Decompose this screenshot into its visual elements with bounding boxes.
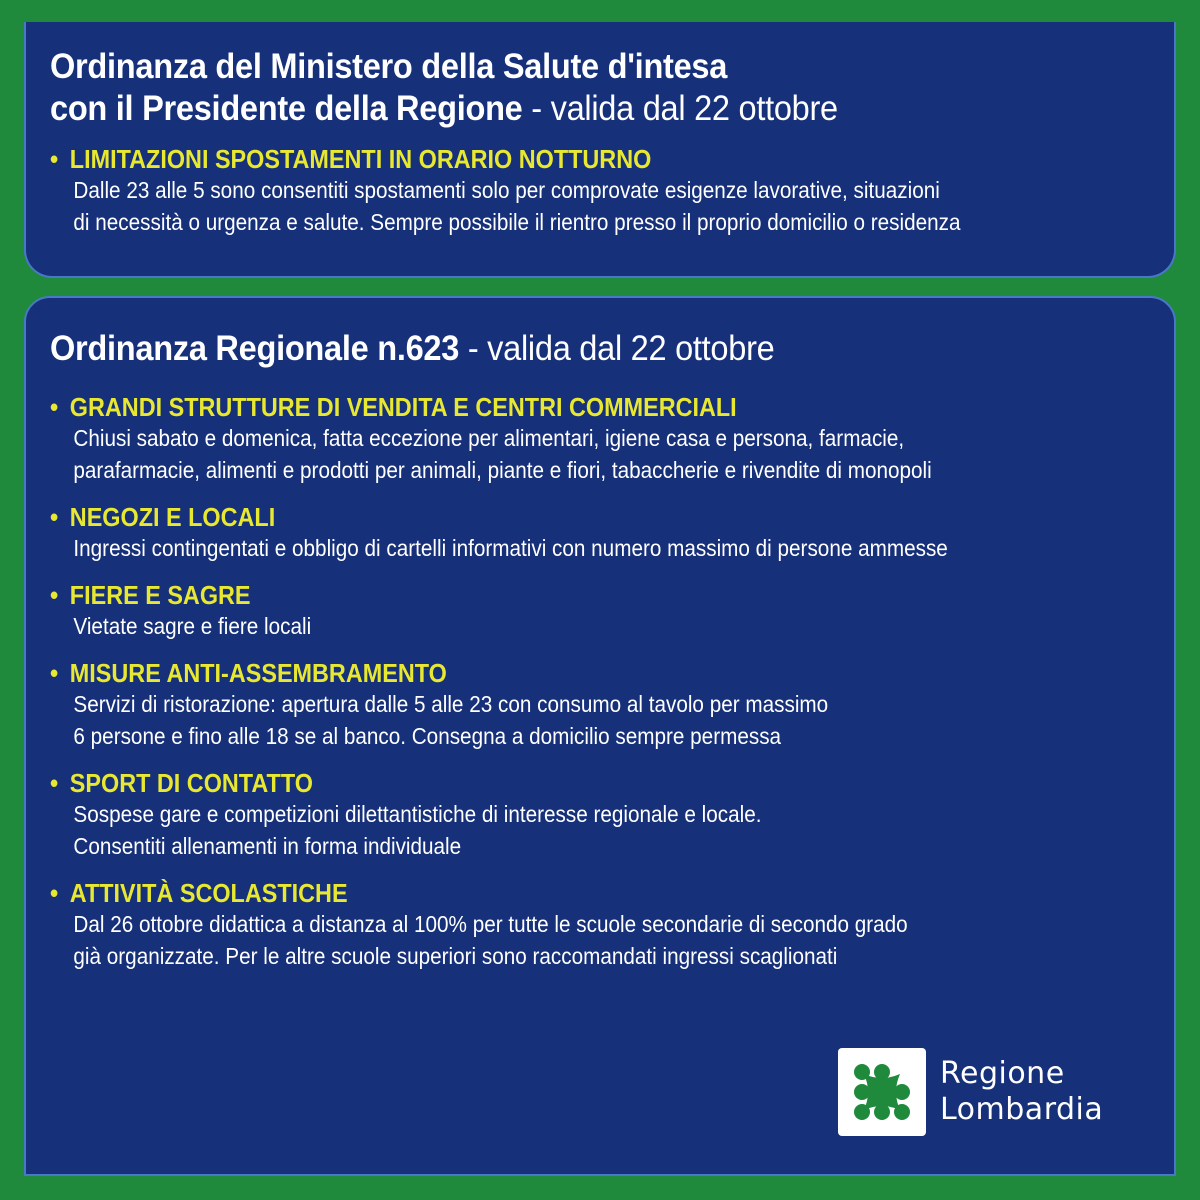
item-heading: • NEGOZI E LOCALI (50, 502, 276, 532)
bullet-icon: • (50, 768, 59, 798)
list-item (50, 502, 1174, 564)
item-text-line: parafarmacie, alimenti e prodotti per animali, piante e fiori, tabaccherie e rivendite di monopoli (73, 457, 932, 483)
list-item (50, 580, 1174, 642)
item-text-line: Vietate sagre e fiere locali (73, 613, 312, 639)
item-heading: • MISURE ANTI-ASSEMBRAMENTO (50, 658, 447, 688)
item-text-line: Consentiti allenamenti in forma individuale (73, 833, 462, 859)
validity-text: - valida dal 22 ottobre (522, 89, 838, 128)
item-heading: • LIMITAZIONI SPOSTAMENTI IN ORARIO NOTTURNO (50, 144, 652, 174)
item-text-line: Dalle 23 alle 5 sono consentiti spostamenti solo per comprovate esigenze lavorative, situazioni (73, 177, 940, 203)
item-heading: • FIERE E SAGRE (50, 580, 251, 610)
item-heading: • SPORT DI CONTATTO (50, 768, 313, 798)
bullet-icon: • (50, 658, 59, 688)
item-text-line: Ingressi contingentati e obbligo di cartelli informativi con numero massimo di persone ammesse (73, 535, 948, 561)
section-ministry-ordinance (24, 22, 1176, 278)
section-title: Ordinanza Regionale n.623 - valida dal 22 ottobre (50, 329, 775, 368)
logo-line-1: Regione (940, 1056, 1065, 1091)
item-text-line: Servizi di ristorazione: apertura dalle 5 alle 23 con consumo al tavolo per massimo (73, 691, 829, 717)
bullet-icon: • (50, 392, 59, 422)
item-text-line: già organizzate. Per le altre scuole superiori sono raccomandati ingressi scaglionati (73, 943, 838, 969)
bullet-icon: • (50, 580, 59, 610)
item-text-line: Dal 26 ottobre didattica a distanza al 100% per tutte le scuole secondarie di secondo grado (73, 911, 908, 937)
logo-box (838, 1048, 926, 1136)
validity-text: - valida dal 22 ottobre (459, 329, 775, 368)
list-item (50, 392, 1174, 486)
list-item (50, 658, 1174, 752)
item-text-line: di necessità o urgenza e salute. Sempre possibile il rientro presso il proprio domicilio o residenza (73, 209, 961, 235)
item-text-line: 6 persone e fino alle 18 se al banco. Consegna a domicilio sempre permessa (73, 723, 782, 749)
section-regional-ordinance (24, 296, 1176, 1176)
section-title (50, 46, 1095, 130)
title-line-1: Ordinanza del Ministero della Salute d'intesa (50, 47, 728, 86)
logo-text (940, 1056, 1103, 1128)
item-heading: • ATTIVITÀ SCOLASTICHE (50, 878, 348, 908)
list-item (50, 878, 1174, 972)
regione-lombardia-logo (838, 1048, 1103, 1136)
item-heading: • GRANDI STRUTTURE DI VENDITA E CENTRI COMMERCIALI (50, 392, 737, 422)
list-item (50, 768, 1174, 862)
bullet-icon: • (50, 878, 59, 908)
regione-lombardia-rosa-camuna-icon (850, 1060, 914, 1124)
item-text-line: Sospese gare e competizioni dilettantistiche di interesse regionale e locale. (73, 801, 762, 827)
logo-line-2: Lombardia (940, 1092, 1104, 1127)
title-line-2: con il Presidente della Regione (50, 89, 523, 128)
bullet-icon: • (50, 144, 59, 174)
list-item (50, 144, 1174, 238)
bullet-icon: • (50, 502, 59, 532)
item-text-line: Chiusi sabato e domenica, fatta eccezione per alimentari, igiene casa e persona, farmacie, (73, 425, 905, 451)
